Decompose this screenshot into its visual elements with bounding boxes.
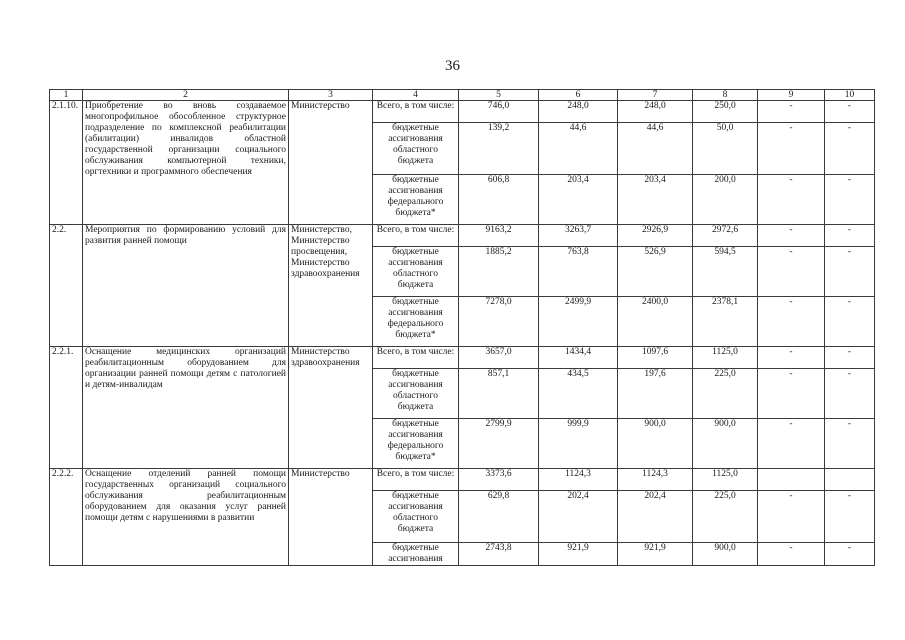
column-header: 4	[373, 90, 459, 101]
item-executor: Министерство	[289, 469, 373, 566]
item-executor: Министерство, Министерство просвещения, Министерство здравоохранения	[289, 225, 373, 347]
column-header: 1	[50, 90, 83, 101]
value-col10: -	[825, 297, 875, 347]
table-row	[50, 225, 875, 247]
value-col9: -	[758, 347, 825, 369]
funding-source: бюджетные ассигнования областного бюджета	[373, 369, 459, 419]
value-total: 606,8	[459, 175, 539, 225]
value-col10: -	[825, 491, 875, 543]
value-total: 139,2	[459, 123, 539, 175]
table-body	[50, 101, 875, 566]
value-col9: -	[758, 175, 825, 225]
value-total: 9163,2	[459, 225, 539, 247]
item-number: 2.1.10.	[50, 101, 83, 225]
value-total: 1885,2	[459, 247, 539, 297]
value-col8: 594,5	[693, 247, 758, 297]
item-name: Мероприятия по формированию условий для развития ранней помощи	[83, 225, 289, 347]
column-header: 5	[459, 90, 539, 101]
item-number: 2.2.1.	[50, 347, 83, 469]
value-col7: 202,4	[618, 491, 693, 543]
value-col7: 2926,9	[618, 225, 693, 247]
value-col9: -	[758, 491, 825, 543]
column-header: 9	[758, 90, 825, 101]
value-col10: -	[825, 175, 875, 225]
value-total: 3373,6	[459, 469, 539, 491]
value-col10: -	[825, 101, 875, 123]
funding-source: бюджетные ассигнования областного бюджета	[373, 491, 459, 543]
value-total: 857,1	[459, 369, 539, 419]
value-col6: 2499,9	[539, 297, 618, 347]
item-name: Оснащение медицинских организаций реабилитационным оборудованием для организации ранней помощи детям с патологией и детям-инвалидам	[83, 347, 289, 469]
value-col10	[825, 469, 875, 491]
value-col9: -	[758, 247, 825, 297]
page-number: 36	[445, 58, 460, 74]
funding-source: Всего, в том числе:	[373, 347, 459, 369]
value-total: 2743,8	[459, 543, 539, 566]
value-col10: -	[825, 419, 875, 469]
value-col8: 250,0	[693, 101, 758, 123]
item-name: Приобретение во вновь создаваемое многопрофильное обособленное структурное подразделение по комплексной реабилитации (абилитации) инвалидов областной государственной организации социального обслуживания компьютерной техники, оргтехники и программного обеспечения	[83, 101, 289, 225]
value-col8: 200,0	[693, 175, 758, 225]
item-number: 2.2.2.	[50, 469, 83, 566]
value-col9: -	[758, 369, 825, 419]
value-col6: 1124,3	[539, 469, 618, 491]
value-col7: 900,0	[618, 419, 693, 469]
value-col10: -	[825, 543, 875, 566]
value-col9: -	[758, 543, 825, 566]
funding-source: Всего, в том числе:	[373, 225, 459, 247]
value-col6: 248,0	[539, 101, 618, 123]
value-col10: -	[825, 123, 875, 175]
value-col9: -	[758, 123, 825, 175]
item-executor: Министерство здравоохранения	[289, 347, 373, 469]
value-col10: -	[825, 225, 875, 247]
value-col6: 999,9	[539, 419, 618, 469]
value-col6: 763,8	[539, 247, 618, 297]
value-col7: 1097,6	[618, 347, 693, 369]
value-col8: 900,0	[693, 419, 758, 469]
funding-source: Всего, в том числе:	[373, 101, 459, 123]
value-col6: 3263,7	[539, 225, 618, 247]
column-header: 8	[693, 90, 758, 101]
value-col8: 900,0	[693, 543, 758, 566]
value-col8: 1125,0	[693, 469, 758, 491]
value-col8: 50,0	[693, 123, 758, 175]
value-col8: 225,0	[693, 369, 758, 419]
value-col6: 44,6	[539, 123, 618, 175]
value-col6: 1434,4	[539, 347, 618, 369]
value-col9	[758, 469, 825, 491]
value-total: 7278,0	[459, 297, 539, 347]
item-name: Оснащение отделений ранней помощи государственных организаций социального обслуживания реабилитационным оборудованием для оказания услуг ранней помощи детям с нарушениями в развитии	[83, 469, 289, 566]
column-header: 2	[83, 90, 289, 101]
header-row	[50, 90, 875, 101]
value-col7: 203,4	[618, 175, 693, 225]
funding-source: бюджетные ассигнования федерального бюджета*	[373, 419, 459, 469]
value-col8: 2972,6	[693, 225, 758, 247]
value-col7: 1124,3	[618, 469, 693, 491]
column-header: 10	[825, 90, 875, 101]
column-header: 3	[289, 90, 373, 101]
value-col6: 202,4	[539, 491, 618, 543]
value-col10: -	[825, 369, 875, 419]
funding-source: бюджетные ассигнования федерального бюджета*	[373, 297, 459, 347]
value-total: 2799,9	[459, 419, 539, 469]
value-col8: 1125,0	[693, 347, 758, 369]
funding-source: бюджетные ассигнования	[373, 543, 459, 566]
funding-source: бюджетные ассигнования федерального бюджета*	[373, 175, 459, 225]
value-col7: 2400,0	[618, 297, 693, 347]
table-row	[50, 469, 875, 491]
value-col7: 197,6	[618, 369, 693, 419]
funding-source: Всего, в том числе:	[373, 469, 459, 491]
column-header: 7	[618, 90, 693, 101]
value-col9: -	[758, 225, 825, 247]
item-executor: Министерство	[289, 101, 373, 225]
item-number: 2.2.	[50, 225, 83, 347]
program-table	[49, 89, 875, 566]
value-col9: -	[758, 297, 825, 347]
value-col7: 921,9	[618, 543, 693, 566]
value-col8: 225,0	[693, 491, 758, 543]
value-col8: 2378,1	[693, 297, 758, 347]
value-col10: -	[825, 347, 875, 369]
value-col7: 248,0	[618, 101, 693, 123]
value-total: 3657,0	[459, 347, 539, 369]
value-total: 629,8	[459, 491, 539, 543]
funding-source: бюджетные ассигнования областного бюджета	[373, 123, 459, 175]
value-col9: -	[758, 101, 825, 123]
value-total: 746,0	[459, 101, 539, 123]
table-row	[50, 101, 875, 123]
value-col6: 434,5	[539, 369, 618, 419]
value-col9: -	[758, 419, 825, 469]
value-col6: 203,4	[539, 175, 618, 225]
column-header: 6	[539, 90, 618, 101]
value-col6: 921,9	[539, 543, 618, 566]
funding-source: бюджетные ассигнования областного бюджета	[373, 247, 459, 297]
value-col10: -	[825, 247, 875, 297]
value-col7: 44,6	[618, 123, 693, 175]
table-row	[50, 347, 875, 369]
value-col7: 526,9	[618, 247, 693, 297]
